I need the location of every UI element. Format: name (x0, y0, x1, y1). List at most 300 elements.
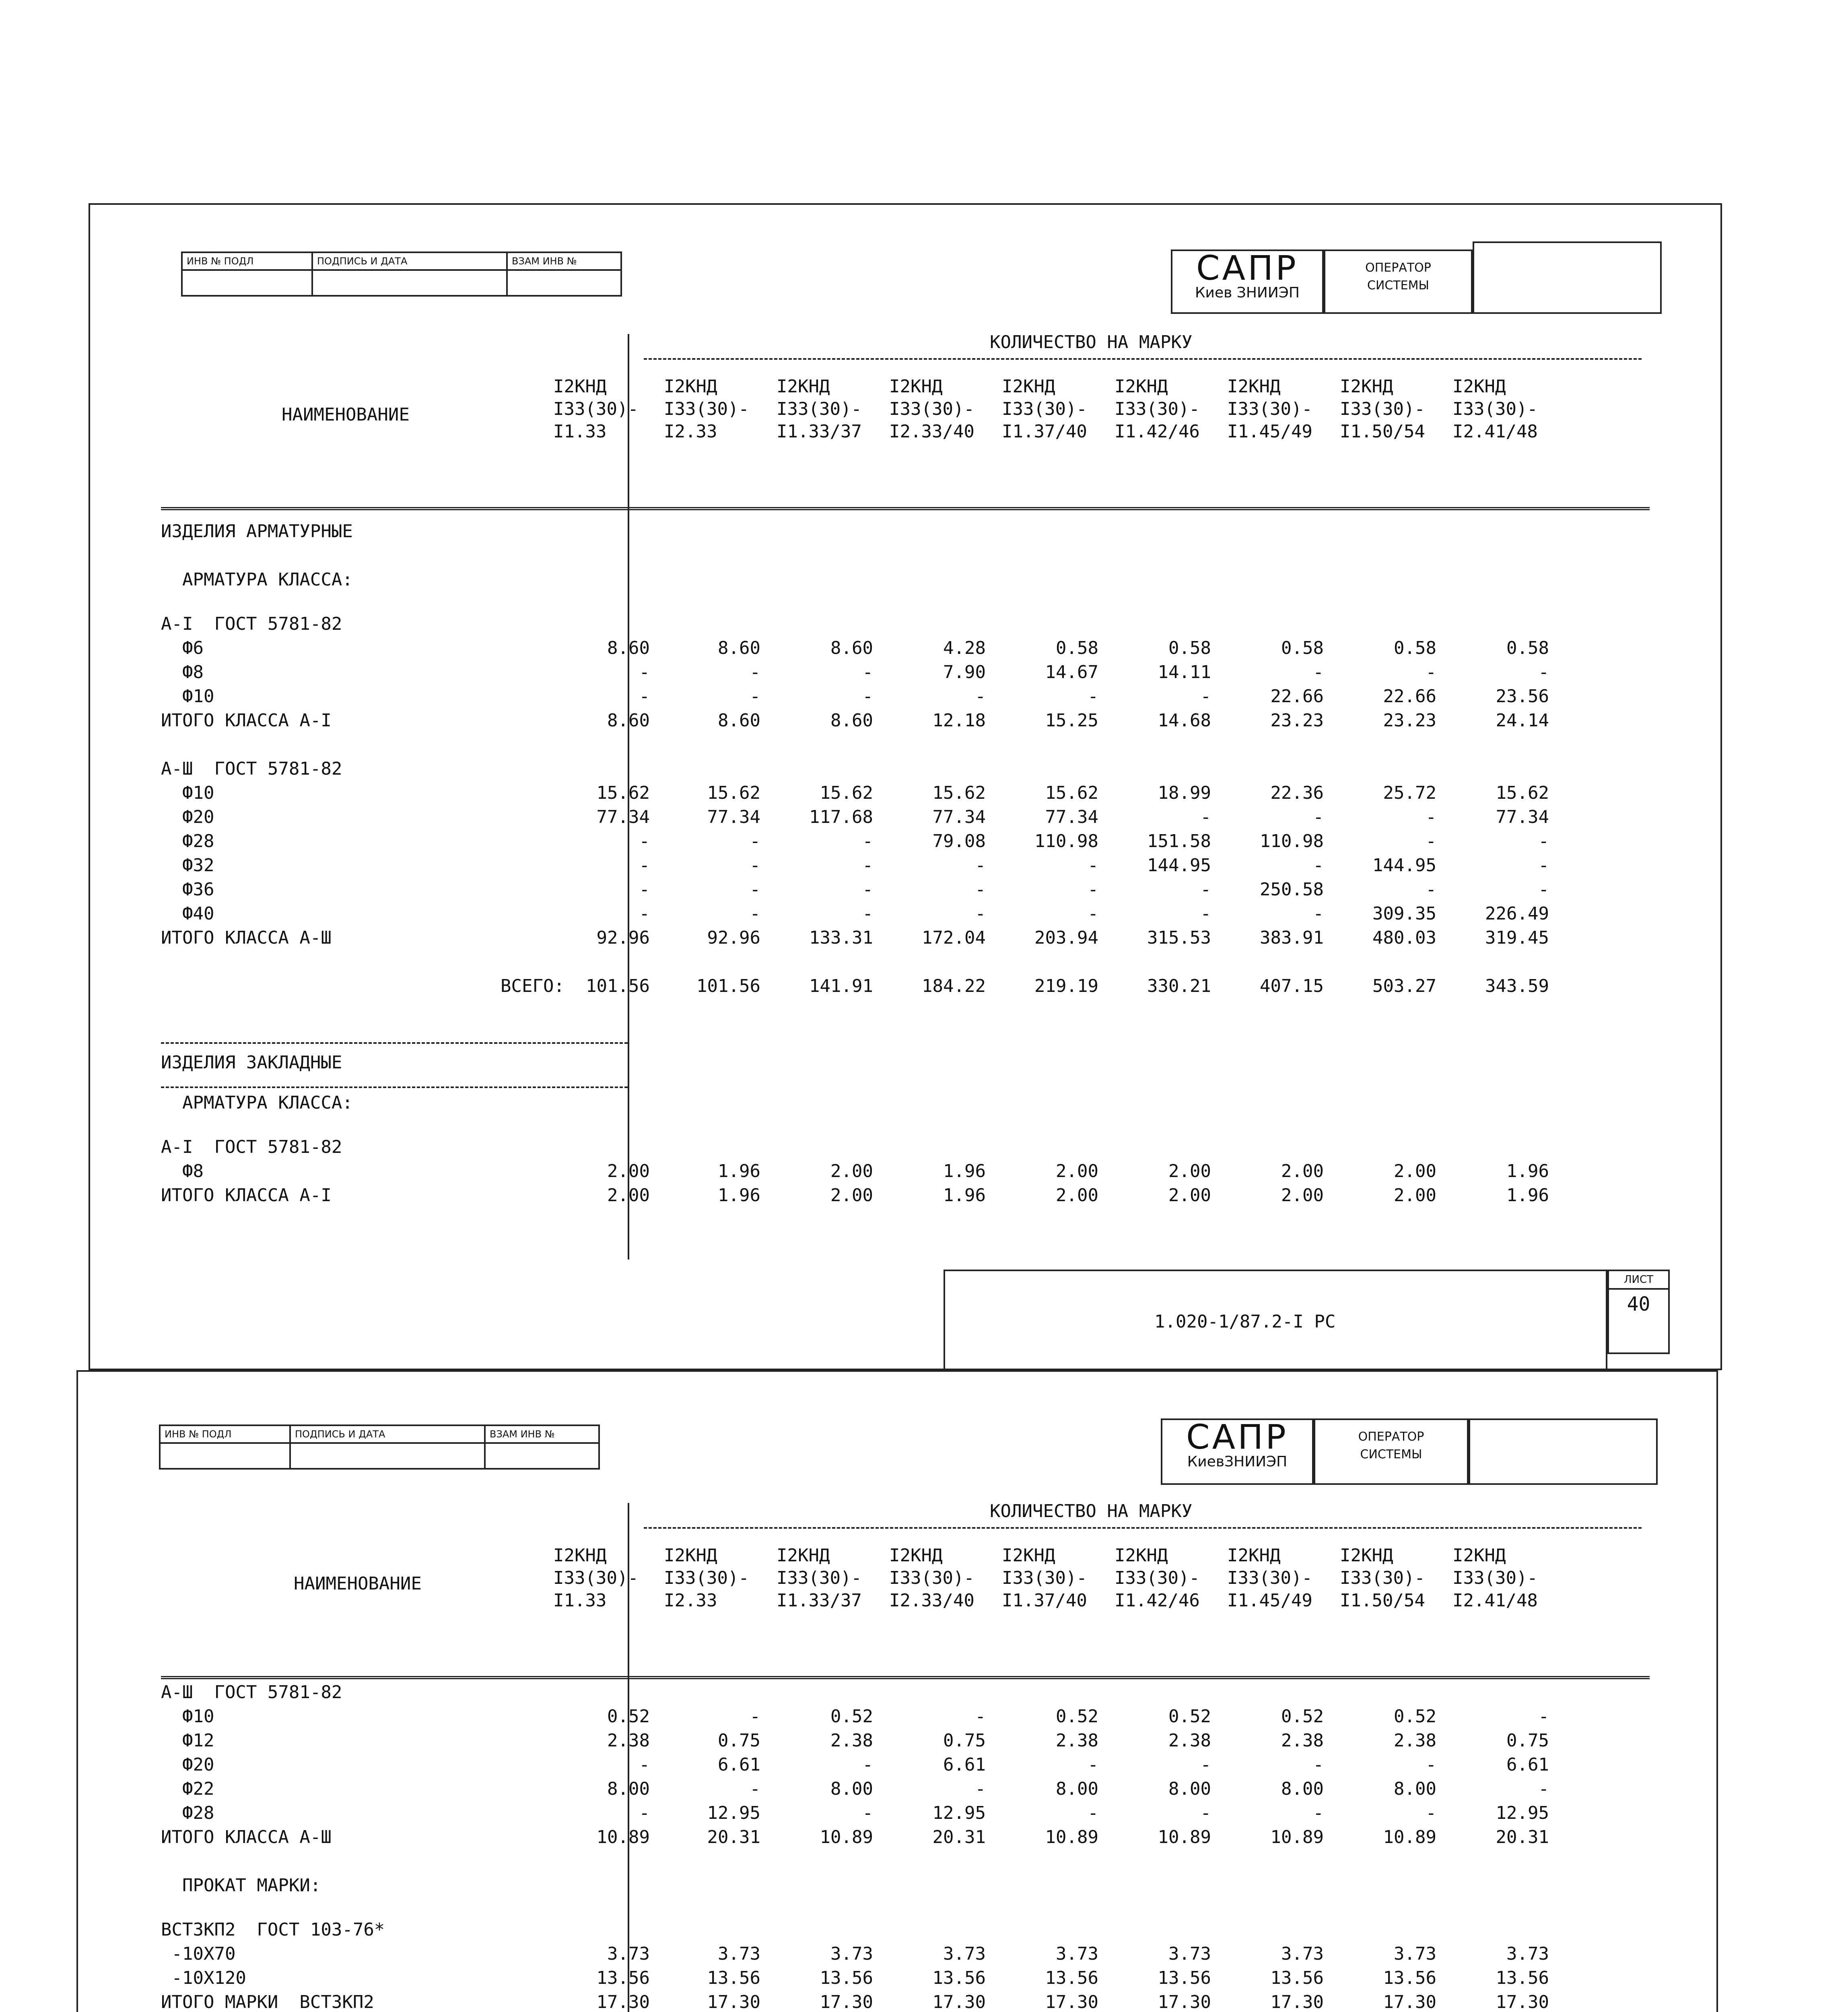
cell-value: 14.68 (1158, 710, 1211, 731)
mark-header-2-l2: I33(30)- (664, 1568, 749, 1588)
cell-value: 101.56 (586, 976, 650, 996)
cell-value: 0.58 (1056, 638, 1098, 658)
cell-value: - (639, 686, 650, 707)
cell-value: 13.56 (932, 1968, 986, 1988)
mark-header-3-l2: I33(30)- (777, 1568, 862, 1588)
cell-value: 2.38 (830, 1730, 873, 1751)
cell-value: 2.38 (1168, 1730, 1211, 1751)
mark-header-4-l3: I2.33/40 (889, 1590, 974, 1611)
sheet-number: 40 (1627, 1293, 1650, 1315)
cell-value: 1.96 (1506, 1161, 1549, 1181)
row-label: Ф20 (161, 1754, 214, 1775)
mark-header-8-l3: I1.50/54 (1340, 1590, 1425, 1611)
cell-value: 8.60 (607, 710, 650, 731)
cell-value: 3.73 (1506, 1944, 1549, 1964)
row-label: А-Ш ГОСТ 5781-82 (161, 1682, 342, 1703)
cell-value: 14.67 (1045, 662, 1098, 682)
cell-value: 226.49 (1485, 903, 1549, 924)
mark-header-6-l3: I1.42/46 (1115, 421, 1200, 442)
cell-value: - (1088, 903, 1098, 924)
mark-header-7-l1: I2КНД (1227, 376, 1281, 397)
cell-value: 13.56 (707, 1968, 760, 1988)
row-label: ИТОГО КЛАССА А-Ш (161, 1827, 332, 1847)
cell-value: 3.73 (1281, 1944, 1324, 1964)
mark-header-3-l2: I33(30)- (777, 399, 862, 419)
row-label: ИТОГО КЛАССА А-I (161, 710, 332, 731)
cell-value: 3.73 (943, 1944, 986, 1964)
cell-value: 25.72 (1383, 783, 1436, 803)
cell-value: - (1538, 831, 1549, 851)
cell-value: - (975, 1779, 986, 1799)
cell-value: 10.89 (596, 1827, 650, 1847)
mark-header-9-l3: I2.41/48 (1452, 421, 1538, 442)
qty-title: КОЛИЧЕСТВО НА МАРКУ (990, 332, 1193, 353)
cell-value: 2.00 (1056, 1161, 1098, 1181)
cell-value: 407.15 (1260, 976, 1324, 996)
name-header: НАИМЕНОВАНИЕ (282, 404, 410, 425)
title-block-40 (944, 1270, 1607, 1370)
mark-header-3-l1: I2КНД (777, 376, 830, 397)
mark-header-5-l1: I2КНД (1002, 1545, 1055, 1566)
cell-value: 3.73 (1394, 1944, 1436, 1964)
cell-value: 17.30 (1158, 1992, 1211, 2012)
cell-value: 17.30 (707, 1992, 760, 2012)
cell-value: - (639, 662, 650, 682)
row-label: А-I ГОСТ 5781-82 (161, 614, 342, 634)
cell-value: 151.58 (1147, 831, 1211, 851)
sheet-number-box-40: ЛИСТ 40 (1607, 1270, 1670, 1354)
cell-value: - (975, 686, 986, 707)
vzam-label: ВЗАМ ИНВ № (485, 1425, 599, 1443)
cell-value: 8.60 (718, 710, 760, 731)
cell-value: 10.89 (1383, 1827, 1436, 1847)
cell-value: 6.61 (718, 1754, 760, 1775)
cell-value: 2.38 (607, 1730, 650, 1751)
row-label: А-I ГОСТ 5781-82 (161, 1137, 342, 1157)
cell-value: 13.56 (596, 1968, 650, 1988)
cell-value: - (750, 903, 760, 924)
cell-value: 343.59 (1485, 976, 1549, 996)
table-sheet-41 (161, 1499, 1549, 2012)
cell-value: - (1538, 879, 1549, 900)
mark-header-5-l2: I33(30)- (1002, 1568, 1087, 1588)
mark-header-4-l3: I2.33/40 (889, 421, 974, 442)
cell-value: 23.23 (1270, 710, 1324, 731)
cell-value: - (862, 855, 873, 876)
cell-value: 2.00 (607, 1185, 650, 1206)
cell-value: 23.56 (1496, 686, 1549, 707)
table-sheet-40 (161, 330, 1549, 1206)
row-label: Ф28 (161, 831, 214, 851)
cell-value: 315.53 (1147, 928, 1211, 948)
cell-value: - (1426, 1754, 1436, 1775)
cell-value: 330.21 (1147, 976, 1211, 996)
mark-header-8-l2: I33(30)- (1340, 1568, 1425, 1588)
cell-value: 3.73 (1056, 1944, 1098, 1964)
approval-stamp-bottom (159, 1424, 600, 1470)
cell-value: 3.73 (607, 1944, 650, 1964)
cell-value: 0.52 (1281, 1706, 1324, 1727)
cell-value: 8.00 (1056, 1779, 1098, 1799)
mark-header-4-l2: I33(30)- (889, 1568, 974, 1588)
cell-value: 22.66 (1383, 686, 1436, 707)
cell-value: 10.89 (1158, 1827, 1211, 1847)
cell-value: 13.56 (1270, 1968, 1324, 1988)
cell-value: 117.68 (809, 807, 873, 827)
cell-value: - (975, 879, 986, 900)
row-label: ИТОГО КЛАССА А-Ш (161, 928, 332, 948)
row-label: ИЗДЕЛИЯ АРМАТУРНЫЕ (161, 521, 353, 542)
cell-value: 17.30 (1496, 1992, 1549, 2012)
mark-header-5-l3: I1.37/40 (1002, 1590, 1087, 1611)
operator-signature-bottom (1469, 1418, 1658, 1485)
cell-value: - (1088, 855, 1098, 876)
cell-value: 2.00 (1168, 1161, 1211, 1181)
cell-value: 2.00 (1281, 1161, 1324, 1181)
cell-value: 17.30 (932, 1992, 986, 2012)
mark-header-1-l1: I2КНД (553, 1545, 607, 1566)
mark-header-2-l1: I2КНД (664, 376, 717, 397)
cell-value: - (1088, 686, 1098, 707)
mark-header-2-l3: I2.33 (664, 421, 717, 442)
mark-header-6-l3: I1.42/46 (1115, 1590, 1200, 1611)
cell-value: - (750, 1779, 760, 1799)
mark-header-9-l1: I2КНД (1452, 376, 1506, 397)
mark-header-8-l2: I33(30)- (1340, 399, 1425, 419)
sign-label: ПОДПИСЬ И ДАТА (290, 1425, 485, 1443)
cell-value: 250.58 (1260, 879, 1324, 900)
approval-stamp-top (181, 252, 622, 297)
mark-header-9-l1: I2КНД (1452, 1545, 1506, 1566)
cell-value: 0.75 (943, 1730, 986, 1751)
cell-value: 12.18 (932, 710, 986, 731)
cell-value: - (639, 855, 650, 876)
cell-value: 10.89 (1270, 1827, 1324, 1847)
cell-value: 0.52 (1056, 1706, 1098, 1727)
cell-value: 101.56 (696, 976, 760, 996)
cell-value: 8.60 (607, 638, 650, 658)
cell-value: - (1088, 1803, 1098, 1823)
row-label: АРМАТУРА КЛАССА: (161, 569, 353, 590)
cell-value: - (1538, 662, 1549, 682)
cell-value: - (975, 1706, 986, 1727)
cell-value: 8.00 (830, 1779, 873, 1799)
cell-value: - (862, 903, 873, 924)
row-label: ИЗДЕЛИЯ ЗАКЛАДНЫЕ (161, 1052, 342, 1073)
cell-value: - (639, 1803, 650, 1823)
cell-value: 77.34 (932, 807, 986, 827)
row-label: Ф28 (161, 1803, 214, 1823)
row-label: Ф10 (161, 783, 214, 803)
mark-header-6-l1: I2КНД (1115, 376, 1168, 397)
cell-value: 3.73 (830, 1944, 873, 1964)
cell-value: - (1538, 1706, 1549, 1727)
cell-value: - (1538, 1779, 1549, 1799)
cell-value: 20.31 (707, 1827, 760, 1847)
row-label: Ф12 (161, 1730, 214, 1751)
cell-value: 0.75 (1506, 1730, 1549, 1751)
mark-header-3-l1: I2КНД (777, 1545, 830, 1566)
cell-value: 10.89 (1045, 1827, 1098, 1847)
cell-value: 184.22 (922, 976, 986, 996)
mark-header-8-l3: I1.50/54 (1340, 421, 1425, 442)
mark-header-9-l3: I2.41/48 (1452, 1590, 1538, 1611)
cell-value: - (1200, 686, 1211, 707)
cell-value: - (750, 855, 760, 876)
mark-header-2-l1: I2КНД (664, 1545, 717, 1566)
mark-header-6-l2: I33(30)- (1115, 1568, 1200, 1588)
mark-header-8-l1: I2КНД (1340, 1545, 1393, 1566)
cell-value: 2.38 (1056, 1730, 1098, 1751)
cell-value: - (750, 1706, 760, 1727)
qty-title: КОЛИЧЕСТВО НА МАРКУ (990, 1501, 1193, 1521)
cell-value: 2.00 (1056, 1185, 1098, 1206)
cell-value: 0.58 (1506, 638, 1549, 658)
cell-value: 1.96 (943, 1161, 986, 1181)
cell-value: - (1426, 662, 1436, 682)
mark-header-7-l3: I1.45/49 (1227, 1590, 1312, 1611)
cell-value: 10.89 (820, 1827, 873, 1847)
mark-header-9-l2: I33(30)- (1452, 1568, 1538, 1588)
mark-header-7-l2: I33(30)- (1227, 399, 1312, 419)
mark-header-3-l3: I1.33/37 (777, 421, 862, 442)
cell-value: - (1313, 1803, 1324, 1823)
row-label: Ф20 (161, 807, 214, 827)
cell-value: - (750, 662, 760, 682)
cell-value: 144.95 (1372, 855, 1436, 876)
cell-value: 2.00 (830, 1161, 873, 1181)
mark-header-1-l1: I2КНД (553, 376, 607, 397)
cell-value: 8.00 (1168, 1779, 1211, 1799)
cell-value: 0.52 (1394, 1706, 1436, 1727)
cell-value: 13.56 (1045, 1968, 1098, 1988)
cell-value: 8.60 (830, 638, 873, 658)
cell-value: - (1200, 807, 1211, 827)
cell-value: 0.58 (1168, 638, 1211, 658)
cell-value: - (1426, 831, 1436, 851)
cell-value: 319.45 (1485, 928, 1549, 948)
cell-value: - (862, 686, 873, 707)
mark-header-1-l3: I1.33 (553, 421, 607, 442)
cell-value: 4.28 (943, 638, 986, 658)
row-label: -10Х70 (161, 1944, 236, 1964)
cell-value: - (862, 831, 873, 851)
cell-value: 0.52 (830, 1706, 873, 1727)
cell-value: 18.99 (1158, 783, 1211, 803)
cell-value: 17.30 (596, 1992, 650, 2012)
cell-value: - (1313, 1754, 1324, 1775)
column-divider (628, 334, 629, 1260)
mark-header-6-l1: I2КНД (1115, 1545, 1168, 1566)
mark-header-4-l1: I2КНД (889, 376, 943, 397)
row-label: Ф8 (161, 662, 204, 682)
row-label: Ф8 (161, 1161, 204, 1181)
row-label: ВСТ3КП2 ГОСТ 103-76* (161, 1919, 385, 1940)
cell-value: 8.00 (1281, 1779, 1324, 1799)
cell-value: 22.36 (1270, 783, 1324, 803)
doc-code: 1.020-1/87.2-I РС (1154, 1311, 1336, 1332)
cell-value: 92.96 (596, 928, 650, 948)
cell-value: 2.00 (1394, 1185, 1436, 1206)
cell-value: 1.96 (1506, 1185, 1549, 1206)
row-label: Ф6 (161, 638, 204, 658)
row-label: ИТОГО КЛАССА А-I (161, 1185, 332, 1206)
cell-value: 0.52 (1168, 1706, 1211, 1727)
cell-value: 8.00 (1394, 1779, 1436, 1799)
operator-box-top: ОПЕРАТОР СИСТЕМЫ (1324, 249, 1473, 314)
cell-value: 1.96 (718, 1185, 760, 1206)
cell-value: - (862, 1803, 873, 1823)
mark-header-3-l3: I1.33/37 (777, 1590, 862, 1611)
cell-value: 6.61 (943, 1754, 986, 1775)
cell-value: 17.30 (1383, 1992, 1436, 2012)
cell-value: - (1313, 662, 1324, 682)
cell-value: - (1200, 879, 1211, 900)
row-label: ПРОКАТ МАРКИ: (161, 1875, 321, 1896)
row-label: ВСЕГО: (501, 976, 564, 996)
mark-header-9-l2: I33(30)- (1452, 399, 1538, 419)
cell-value: 79.08 (932, 831, 986, 851)
cell-value: 3.73 (1168, 1944, 1211, 1964)
mark-header-6-l2: I33(30)- (1115, 399, 1200, 419)
cell-value: 172.04 (922, 928, 986, 948)
cell-value: 133.31 (809, 928, 873, 948)
name-header: НАИМЕНОВАНИЕ (294, 1573, 422, 1594)
cell-value: 77.34 (1045, 807, 1098, 827)
cell-value: - (1200, 1754, 1211, 1775)
cell-value: 1.96 (718, 1161, 760, 1181)
column-divider (628, 1503, 629, 2012)
cell-value: 0.58 (1394, 638, 1436, 658)
mark-header-8-l1: I2КНД (1340, 376, 1393, 397)
mark-header-2-l2: I33(30)- (664, 399, 749, 419)
row-label: Ф32 (161, 855, 214, 876)
cell-value: - (975, 855, 986, 876)
cell-value: 2.00 (1394, 1161, 1436, 1181)
cell-value: 12.95 (1496, 1803, 1549, 1823)
cell-value: - (639, 879, 650, 900)
cell-value: 12.95 (932, 1803, 986, 1823)
cell-value: - (1426, 807, 1436, 827)
cell-value: 309.35 (1372, 903, 1436, 924)
cell-value: - (862, 879, 873, 900)
cell-value: 1.96 (943, 1185, 986, 1206)
cell-value: 0.75 (718, 1730, 760, 1751)
cell-value: 110.98 (1034, 831, 1098, 851)
cell-value: - (639, 1754, 650, 1775)
cell-value: 0.52 (607, 1706, 650, 1727)
cell-value: 13.56 (1496, 1968, 1549, 1988)
mark-header-5-l1: I2КНД (1002, 376, 1055, 397)
cell-value: 15.62 (820, 783, 873, 803)
mark-header-7-l2: I33(30)- (1227, 1568, 1312, 1588)
cell-value: - (862, 1754, 873, 1775)
inv-label: ИНВ № ПОДЛ (182, 252, 312, 270)
mark-header-5-l3: I1.37/40 (1002, 421, 1087, 442)
row-label: А-Ш ГОСТ 5781-82 (161, 759, 342, 779)
sign-label: ПОДПИСЬ И ДАТА (312, 252, 507, 270)
cell-value: 480.03 (1372, 928, 1436, 948)
operator-signature-top (1473, 241, 1662, 314)
cell-value: - (862, 662, 873, 682)
cell-value: - (750, 686, 760, 707)
sapr-logo-bottom: САПР КиевЗНИИЭП (1161, 1418, 1314, 1485)
cell-value: 23.23 (1383, 710, 1436, 731)
cell-value: 7.90 (943, 662, 986, 682)
cell-value: 383.91 (1260, 928, 1324, 948)
cell-value: 15.25 (1045, 710, 1098, 731)
mark-header-4-l1: I2КНД (889, 1545, 943, 1566)
cell-value: 2.00 (830, 1185, 873, 1206)
row-label: АРМАТУРА КЛАССА: (161, 1093, 353, 1113)
cell-value: - (1313, 855, 1324, 876)
cell-value: 141.91 (809, 976, 873, 996)
cell-value: 20.31 (932, 1827, 986, 1847)
cell-value: 219.19 (1034, 976, 1098, 996)
mark-header-4-l2: I33(30)- (889, 399, 974, 419)
cell-value: 3.73 (718, 1944, 760, 1964)
cell-value: - (639, 903, 650, 924)
cell-value: - (1538, 855, 1549, 876)
row-label: Ф40 (161, 903, 214, 924)
cell-value: - (750, 831, 760, 851)
cell-value: 15.62 (1045, 783, 1098, 803)
row-label: Ф36 (161, 879, 214, 900)
cell-value: - (1313, 903, 1324, 924)
mark-header-2-l3: I2.33 (664, 1590, 717, 1611)
cell-value: 2.00 (1168, 1185, 1211, 1206)
cell-value: 17.30 (1045, 1992, 1098, 2012)
cell-value: 22.66 (1270, 686, 1324, 707)
mark-header-7-l1: I2КНД (1227, 1545, 1281, 1566)
cell-value: 20.31 (1496, 1827, 1549, 1847)
cell-value: - (639, 831, 650, 851)
sapr-logo-top: САПР Киев ЗНИИЭП (1171, 249, 1324, 314)
cell-value: 2.38 (1281, 1730, 1324, 1751)
cell-value: - (1088, 1754, 1098, 1775)
cell-value: 15.62 (932, 783, 986, 803)
mark-header-5-l2: I33(30)- (1002, 399, 1087, 419)
cell-value: 24.14 (1496, 710, 1549, 731)
cell-value: 77.34 (596, 807, 650, 827)
mark-header-1-l3: I1.33 (553, 1590, 607, 1611)
mark-header-7-l3: I1.45/49 (1227, 421, 1312, 442)
cell-value: 2.38 (1394, 1730, 1436, 1751)
cell-value: 15.62 (707, 783, 760, 803)
cell-value: 15.62 (1496, 783, 1549, 803)
cell-value: - (750, 879, 760, 900)
cell-value: 77.34 (1496, 807, 1549, 827)
mark-header-1-l2: I33(30)- (553, 399, 639, 419)
row-label: Ф22 (161, 1779, 214, 1799)
vzam-label: ВЗАМ ИНВ № (507, 252, 621, 270)
cell-value: 14.11 (1158, 662, 1211, 682)
cell-value: 13.56 (820, 1968, 873, 1988)
cell-value: - (1200, 1803, 1211, 1823)
cell-value: - (1200, 903, 1211, 924)
cell-value: 144.95 (1147, 855, 1211, 876)
cell-value: 15.62 (596, 783, 650, 803)
cell-value: - (975, 903, 986, 924)
inv-label: ИНВ № ПОДЛ (160, 1425, 290, 1443)
row-label: ИТОГО МАРКИ ВСТ3КП2 (161, 1992, 374, 2012)
cell-value: 2.00 (607, 1161, 650, 1181)
cell-value: - (1313, 807, 1324, 827)
cell-value: 92.96 (707, 928, 760, 948)
cell-value: 13.56 (1158, 1968, 1211, 1988)
cell-value: 0.58 (1281, 638, 1324, 658)
cell-value: - (1088, 879, 1098, 900)
